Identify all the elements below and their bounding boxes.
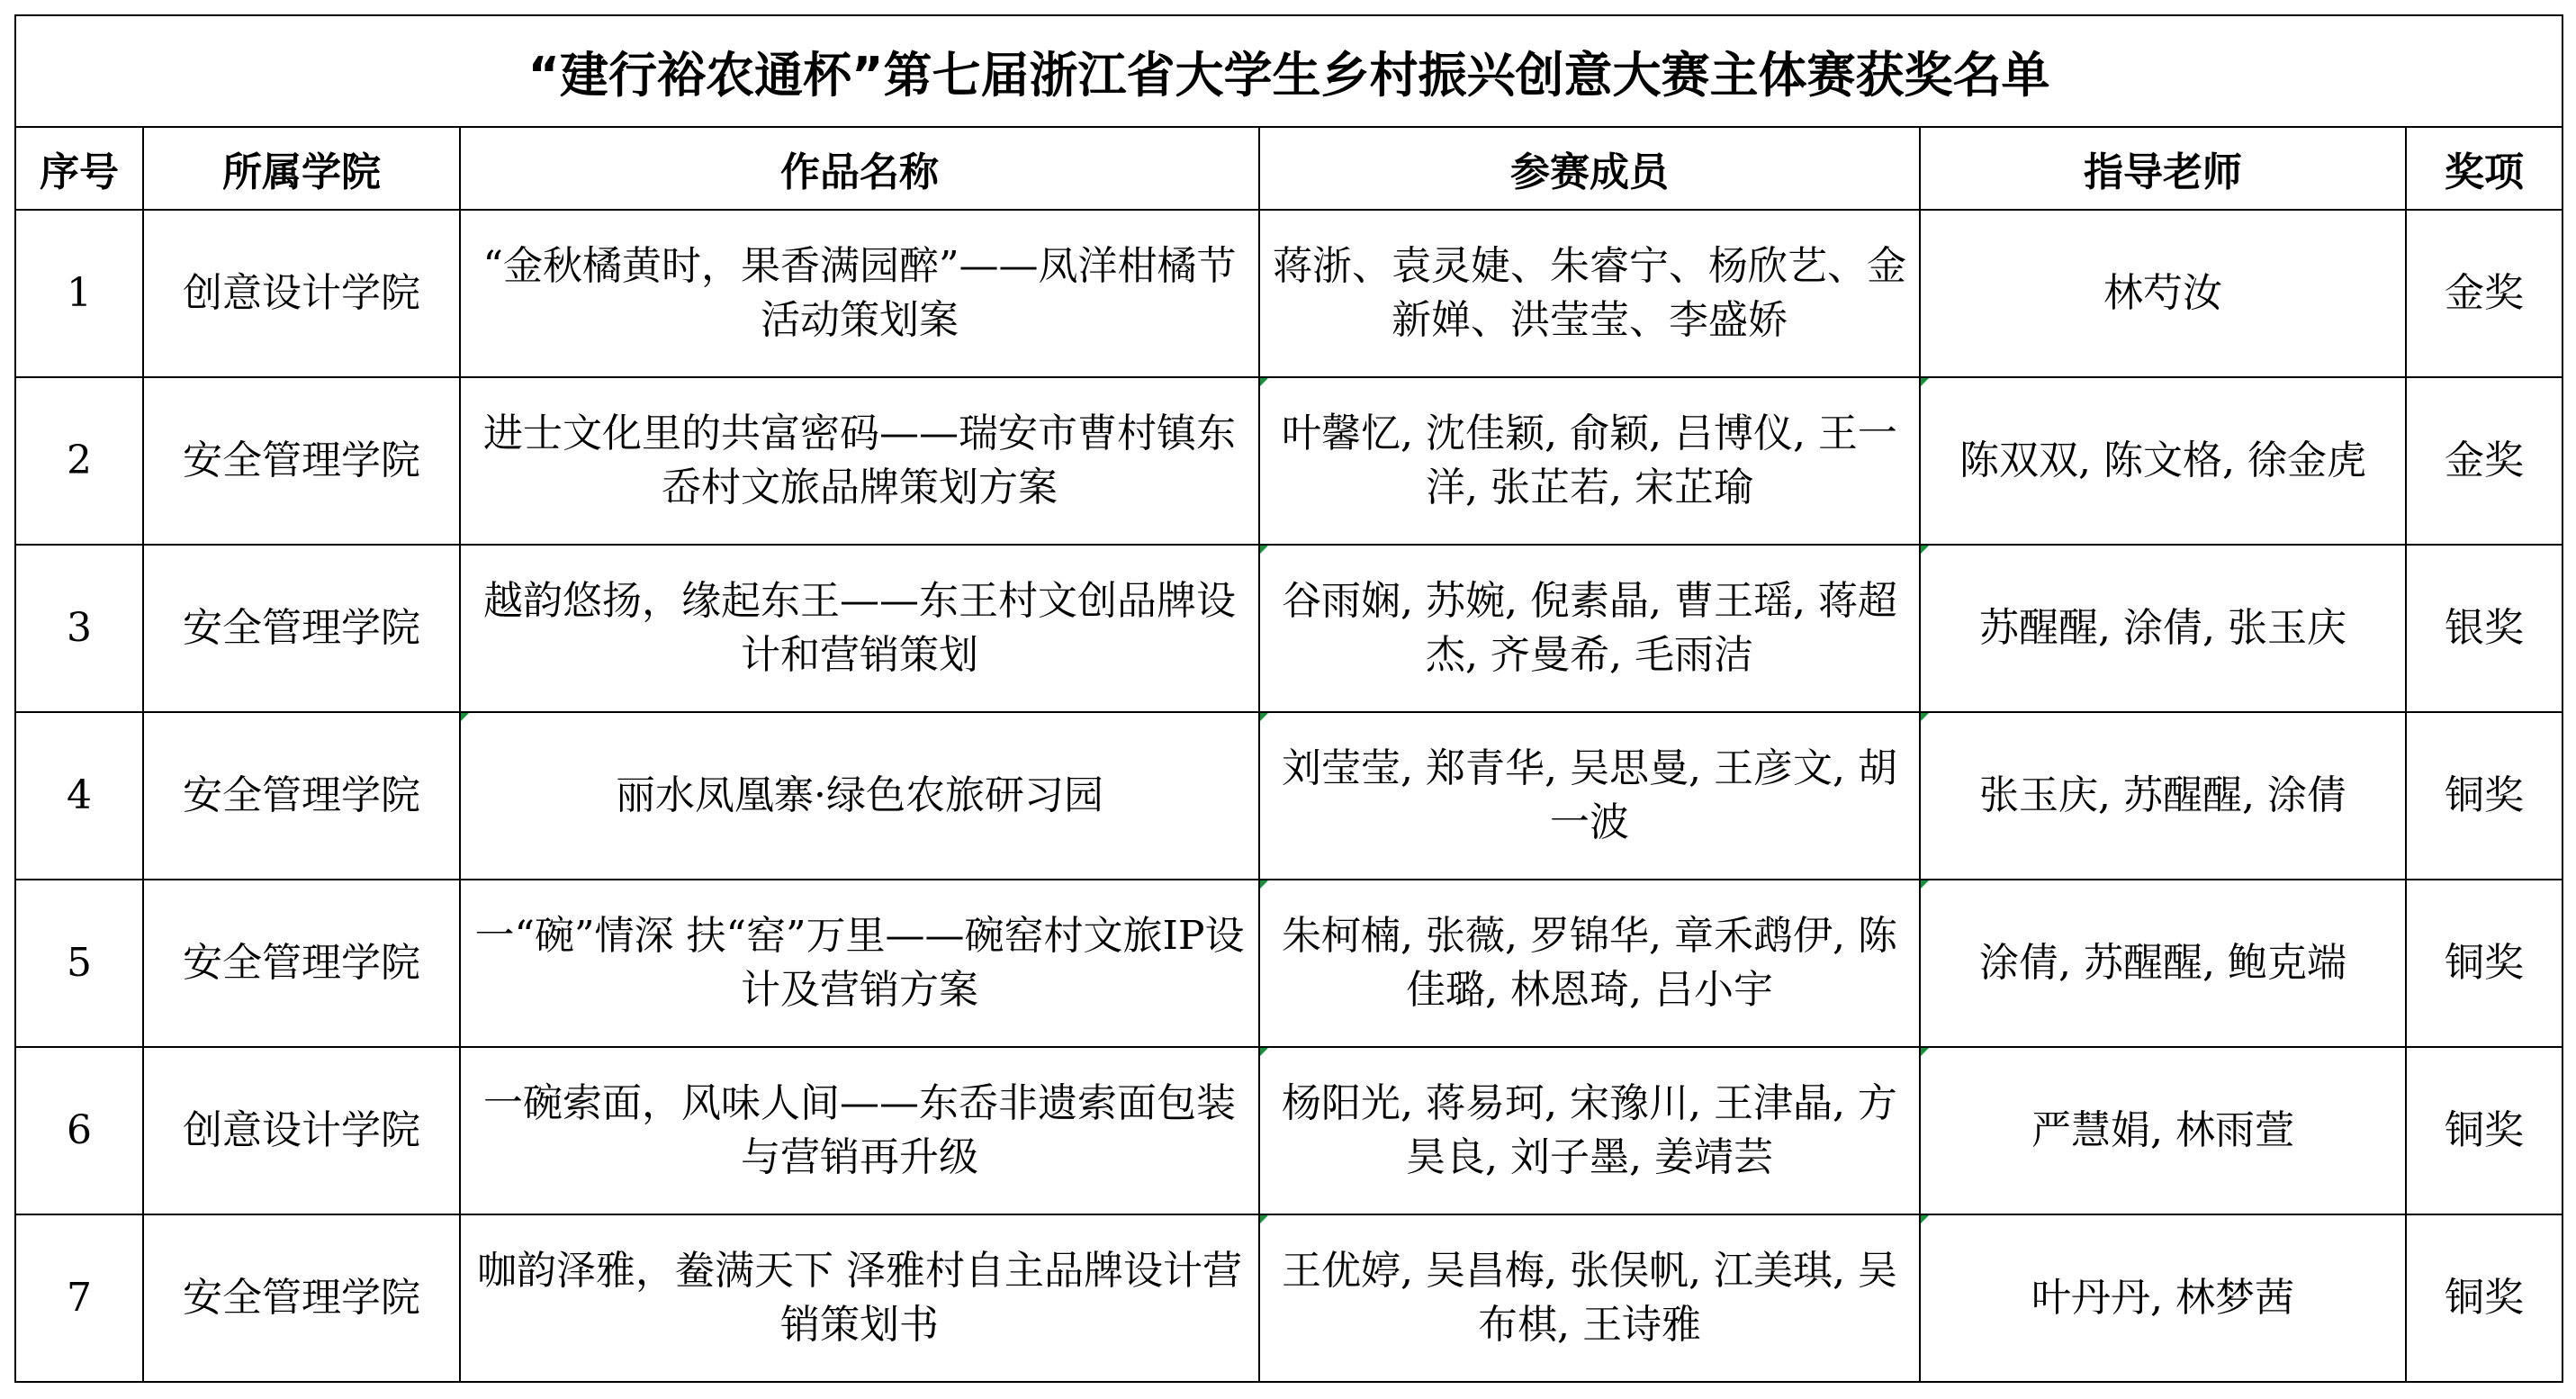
table-row — [15, 880, 2562, 1047]
table-title: “建行裕农通杯”第七届浙江省大学生乡村振兴创意大赛主体赛获奖名单 — [15, 15, 2562, 127]
comment-marker-icon — [1921, 378, 1929, 386]
comment-marker-icon — [1260, 1215, 1268, 1223]
comment-marker-icon — [1260, 880, 1268, 889]
cell-college: 安全管理学院 — [143, 545, 460, 712]
cell-work — [460, 712, 1259, 880]
comment-marker-icon — [1921, 546, 1929, 554]
cell-work: “金秋橘黄时，果香满园醉”——凤洋柑橘节活动策划案 — [460, 210, 1259, 377]
cell-college: 安全管理学院 — [143, 880, 460, 1047]
cell-members-text: 杨阳光, 蒋易珂, 宋豫川, 王津晶, 方昊良, 刘子墨, 姜靖芸 — [1282, 1080, 1897, 1180]
comment-marker-icon — [1921, 880, 1929, 889]
cell-college: 安全管理学院 — [143, 1214, 460, 1382]
cell-members-text: 叶馨忆, 沈佳颖, 俞颖, 吕博仪, 王一洋, 张芷若, 宋芷瑜 — [1282, 411, 1897, 510]
cell-members-text: 朱柯楠, 张薇, 罗锦华, 章禾鹉伊, 陈佳璐, 林恩琦, 吕小宇 — [1282, 913, 1897, 1013]
cell-work-text: 丽水凤凰寨·绿色农旅研习园 — [616, 772, 1103, 818]
cell-members-text: 刘莹莹, 郑青华, 吴思曼, 王彦文, 胡一波 — [1282, 745, 1897, 845]
cell-members — [1259, 880, 1920, 1047]
cell-advisors — [1920, 880, 2406, 1047]
cell-no: 3 — [15, 545, 143, 712]
cell-members — [1259, 545, 1920, 712]
cell-work: 进士文化里的共富密码——瑞安市曹村镇东岙村文旅品牌策划方案 — [460, 377, 1259, 545]
cell-award: 金奖 — [2406, 377, 2562, 545]
table-row — [15, 712, 2562, 880]
cell-no: 4 — [15, 712, 143, 880]
comment-marker-icon — [1921, 1215, 1929, 1223]
cell-college: 创意设计学院 — [143, 210, 460, 377]
cell-college: 安全管理学院 — [143, 712, 460, 880]
table-row — [15, 377, 2562, 545]
cell-award: 铜奖 — [2406, 1214, 2562, 1382]
cell-award: 铜奖 — [2406, 880, 2562, 1047]
table-row — [15, 545, 2562, 712]
cell-work: 一“碗”情深 扶“窑”万里——碗窑村文旅IP设计及营销方案 — [460, 880, 1259, 1047]
table-row — [15, 1214, 2562, 1382]
cell-advisors-text: 严慧娟, 林雨萱 — [2031, 1107, 2294, 1153]
cell-members — [1259, 377, 1920, 545]
cell-members — [1259, 712, 1920, 880]
cell-advisors-text: 张玉庆, 苏醒醒, 涂倩 — [1979, 772, 2346, 818]
cell-work: 越韵悠扬，缘起东王——东王村文创品牌设计和营销策划 — [460, 545, 1259, 712]
cell-advisors — [1920, 377, 2406, 545]
cell-advisors-text: 陈双双, 陈文格, 徐金虎 — [1959, 438, 2366, 483]
cell-work: 咖韵泽雅，鲞满天下 泽雅村自主品牌设计营销策划书 — [460, 1214, 1259, 1382]
cell-advisors — [1920, 712, 2406, 880]
cell-members-text: 谷雨娴, 苏婉, 倪素晶, 曹王瑶, 蒋超杰, 齐曼希, 毛雨洁 — [1282, 578, 1897, 678]
cell-award: 铜奖 — [2406, 1047, 2562, 1214]
cell-members — [1259, 1214, 1920, 1382]
comment-marker-icon — [1260, 546, 1268, 554]
header-advisors: 指导老师 — [1920, 127, 2406, 210]
comment-marker-icon — [1921, 713, 1929, 721]
cell-advisors — [1920, 545, 2406, 712]
cell-no: 7 — [15, 1214, 143, 1382]
cell-no: 5 — [15, 880, 143, 1047]
header-award: 奖项 — [2406, 127, 2562, 210]
table-row — [15, 210, 2562, 377]
cell-college: 创意设计学院 — [143, 1047, 460, 1214]
award-list-table — [14, 14, 2563, 1383]
comment-marker-icon — [1921, 1048, 1929, 1056]
comment-marker-icon — [1260, 713, 1268, 721]
comment-marker-icon — [1260, 378, 1268, 386]
cell-advisors — [1920, 1214, 2406, 1382]
cell-members — [1259, 1047, 1920, 1214]
table-row — [15, 1047, 2562, 1214]
comment-marker-icon — [461, 713, 469, 721]
cell-award: 银奖 — [2406, 545, 2562, 712]
cell-advisors-text: 苏醒醒, 涂倩, 张玉庆 — [1979, 605, 2346, 651]
cell-award: 铜奖 — [2406, 712, 2562, 880]
header-college: 所属学院 — [143, 127, 460, 210]
cell-no: 2 — [15, 377, 143, 545]
header-row — [15, 127, 2562, 210]
cell-members: 蒋浙、袁灵婕、朱睿宁、杨欣艺、金新婵、洪莹莹、李盛娇 — [1259, 210, 1920, 377]
cell-advisors — [1920, 1047, 2406, 1214]
header-no: 序号 — [15, 127, 143, 210]
cell-no: 6 — [15, 1047, 143, 1214]
cell-advisors: 林芍汝 — [1920, 210, 2406, 377]
cell-no: 1 — [15, 210, 143, 377]
cell-members-text: 王优婷, 吴昌梅, 张俣帆, 江美琪, 吴布棋, 王诗雅 — [1282, 1248, 1897, 1348]
cell-advisors-text: 叶丹丹, 林梦茜 — [2031, 1275, 2294, 1321]
comment-marker-icon — [1260, 1048, 1268, 1056]
cell-award: 金奖 — [2406, 210, 2562, 377]
cell-work: 一碗索面，风味人间——东岙非遗索面包装与营销再升级 — [460, 1047, 1259, 1214]
cell-college: 安全管理学院 — [143, 377, 460, 545]
header-work: 作品名称 — [460, 127, 1259, 210]
header-members: 参赛成员 — [1259, 127, 1920, 210]
cell-advisors-text: 涂倩, 苏醒醒, 鲍克端 — [1979, 940, 2346, 986]
